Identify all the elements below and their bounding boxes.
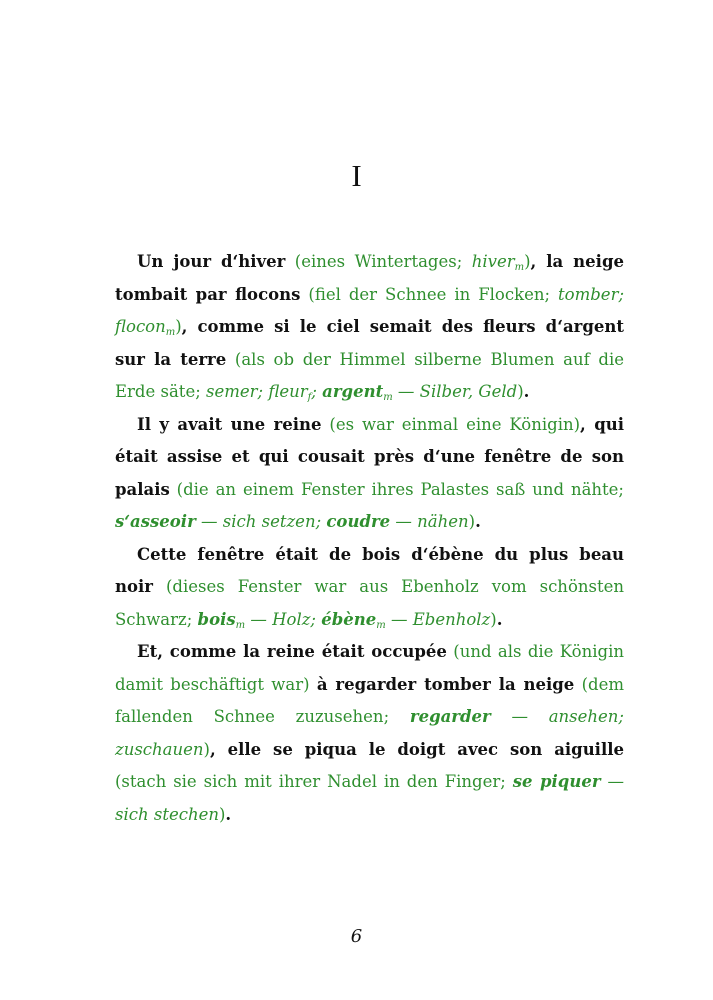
vocab-word-bold: coudre: [326, 512, 391, 531]
vocab-translation: — sich stechen: [115, 772, 624, 824]
vocab-word-bold: se piquer: [512, 772, 601, 791]
gloss-close: ): [218, 804, 226, 824]
gloss-close: ): [524, 252, 531, 271]
german-gloss: [295, 252, 531, 271]
vocab-word-bold: s‘asseoir: [115, 512, 196, 531]
vocab-word-bold: regarder: [409, 707, 491, 726]
french-text: , qui était assise et qui cousait près d‘une fenêtre de son palais: [115, 414, 624, 499]
gender-mark: m: [514, 262, 525, 273]
french-text: , la neige tombait par flocons: [115, 252, 624, 304]
gloss-close: ): [468, 512, 476, 531]
page-number: 6: [350, 926, 363, 947]
vocab-word-bold: bois: [197, 609, 236, 629]
gender-mark: m: [165, 327, 176, 338]
vocab-translation: — Ebenholz: [385, 609, 491, 629]
paragraph-2: [115, 409, 624, 539]
text-body: [115, 246, 624, 831]
gloss-separator: ;: [311, 382, 323, 401]
gloss-close: ): [203, 739, 210, 759]
gloss-close: ): [490, 609, 497, 629]
vocab-translation: — Holz;: [245, 609, 322, 629]
gender-mark: m: [376, 619, 386, 631]
french-text: , elle se piqua le doigt avec son aiguille: [209, 739, 624, 759]
vocab-word: tomber; flocon: [115, 284, 625, 336]
gloss-close: ): [175, 317, 182, 336]
chapter-heading: I: [351, 158, 362, 193]
french-text: Et, comme la reine était occupée: [137, 642, 447, 661]
german-gloss: (und als die Königin damit beschäftigt war): [115, 642, 624, 694]
paragraph-1: [115, 246, 624, 409]
french-text: .: [523, 382, 530, 401]
gender-mark: m: [383, 392, 393, 403]
gloss-text: (dieses Fenster war aus Ebenholz vom schönsten Schwarz;: [115, 577, 624, 629]
gender-mark: f: [307, 392, 312, 403]
german-gloss: [115, 772, 624, 824]
paragraph-3: [115, 539, 624, 637]
paragraph-4: [115, 636, 624, 831]
vocab-translation: — Silber, Geld: [392, 382, 518, 401]
german-gloss: (es war einmal eine Königin): [329, 414, 581, 434]
vocab-word: hiver: [471, 252, 515, 271]
vocab-word-bold: argent: [322, 382, 384, 401]
german-gloss: [115, 480, 624, 532]
french-text: .: [225, 804, 232, 824]
gloss-text: (dem fallenden Schnee zuzusehen;: [115, 674, 625, 726]
vocab-word-bold: ébène: [321, 609, 377, 629]
gloss-text: (fiel der Schnee in Flocken;: [308, 284, 559, 304]
vocab-translation: — ansehen; zuschauen: [115, 707, 624, 759]
vocab-translation: — sich setzen;: [195, 512, 327, 531]
gloss-close: ): [517, 382, 524, 401]
vocab-translation: — nähen: [390, 512, 469, 531]
gloss-text: (eines Wintertages;: [294, 252, 472, 271]
french-text: Il y avait une reine: [137, 414, 322, 434]
gloss-text: (die an einem Fenster ihres Palastes saß und nähte;: [176, 479, 624, 499]
vocab-word: semer; fleur: [206, 382, 308, 401]
gloss-text: (als ob der Himmel silberne Blumen auf die Erde säte;: [115, 349, 625, 401]
french-text: .: [475, 512, 481, 531]
french-text: .: [496, 609, 503, 629]
gloss-text: (stach sie sich mit ihrer Nadel in den Finger;: [115, 772, 513, 791]
french-text: , comme si le ciel semait des fleurs d‘argent sur la terre: [115, 317, 624, 369]
french-text: Cette fenêtre était de bois d‘ébène du plus beau noir: [115, 544, 624, 596]
gender-mark: m: [235, 619, 246, 631]
french-text: Un jour d‘hiver: [137, 252, 286, 271]
french-text: à regarder tomber la neige: [316, 674, 575, 694]
german-gloss: [115, 577, 624, 629]
